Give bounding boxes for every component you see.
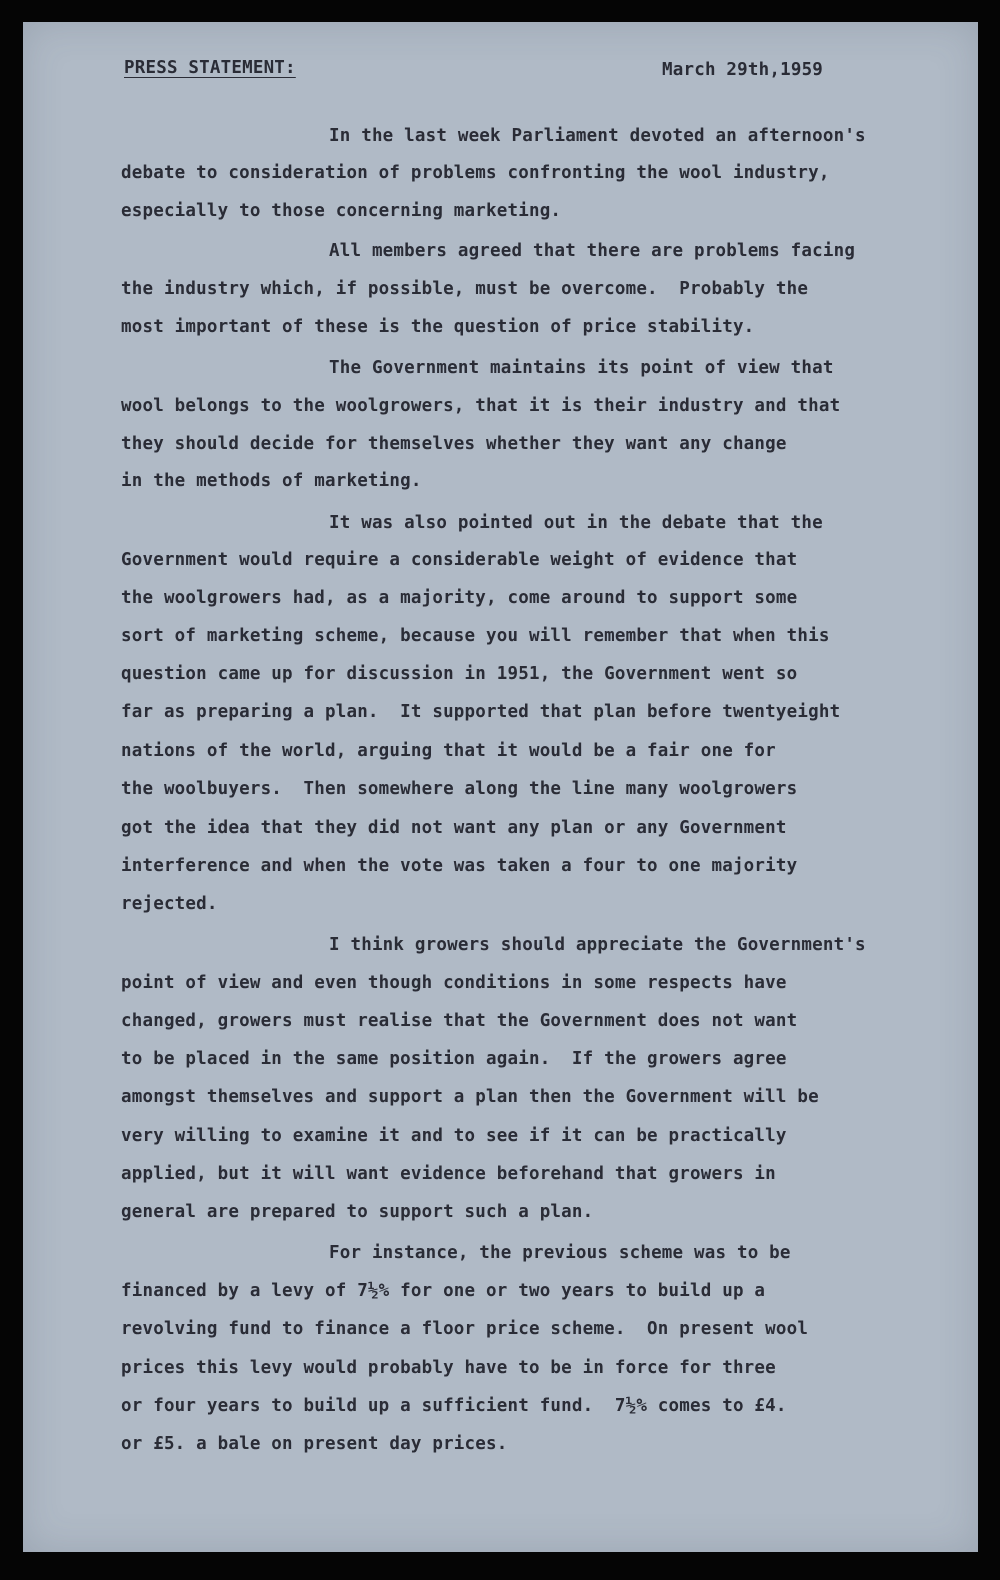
text-line: nations of the world, arguing that it would be a fair one for	[121, 741, 776, 761]
text-line: or four years to build up a sufficient fund. 7½% comes to £4.	[121, 1396, 787, 1416]
text-line: revolving fund to finance a floor price scheme. On present wool	[121, 1319, 809, 1339]
text-line: in the methods of marketing.	[121, 471, 422, 491]
text-line: applied, but it will want evidence beforehand that growers in	[121, 1164, 776, 1184]
text-line: The Government maintains its point of view that	[329, 358, 834, 378]
text-line: In the last week Parliament devoted an afternoon's	[329, 126, 866, 146]
text-line: the woolgrowers had, as a majority, come around to support some	[121, 588, 798, 608]
text-line: question came up for discussion in 1951, the Government went so	[121, 664, 798, 684]
text-line: financed by a levy of 7½% for one or two years to build up a	[121, 1281, 766, 1301]
text-line: For instance, the previous scheme was to be	[329, 1243, 791, 1263]
text-line: sort of marketing scheme, because you will remember that when this	[121, 626, 830, 646]
text-line: especially to those concerning marketing.	[121, 201, 562, 221]
text-line: point of view and even though conditions in some respects have	[121, 973, 787, 993]
text-line: debate to consideration of problems confronting the wool industry,	[121, 163, 830, 183]
text-line: the woolbuyers. Then somewhere along the line many woolgrowers	[121, 779, 798, 799]
text-line: far as preparing a plan. It supported that plan before twentyeight	[121, 702, 841, 722]
text-line: changed, growers must realise that the Government does not want	[121, 1011, 798, 1031]
text-line: rejected.	[121, 894, 218, 914]
text-line: Government would require a considerable weight of evidence that	[121, 550, 798, 570]
text-line: general are prepared to support such a plan.	[121, 1202, 594, 1222]
text-line: they should decide for themselves whether they want any change	[121, 434, 787, 454]
text-line: got the idea that they did not want any plan or any Government	[121, 818, 787, 838]
text-line: All members agreed that there are problems facing	[329, 241, 856, 261]
text-line: or £5. a bale on present day prices.	[121, 1434, 508, 1454]
press-statement-heading: PRESS STATEMENT:	[124, 58, 296, 78]
text-line: very willing to examine it and to see if it can be practically	[121, 1126, 787, 1146]
text-line: amongst themselves and support a plan then the Government will be	[121, 1087, 819, 1107]
text-line: the industry which, if possible, must be overcome. Probably the	[121, 279, 809, 299]
text-line: to be placed in the same position again. If the growers agree	[121, 1049, 787, 1069]
text-line: wool belongs to the woolgrowers, that it is their industry and that	[121, 396, 841, 416]
text-line: interference and when the vote was taken a four to one majority	[121, 856, 798, 876]
statement-date: March 29th,1959	[662, 60, 824, 80]
text-line: prices this levy would probably have to be in force for three	[121, 1358, 776, 1378]
text-line: It was also pointed out in the debate that the	[329, 513, 823, 533]
text-line: I think growers should appreciate the Government's	[329, 935, 866, 955]
text-line: most important of these is the question of price stability.	[121, 317, 755, 337]
